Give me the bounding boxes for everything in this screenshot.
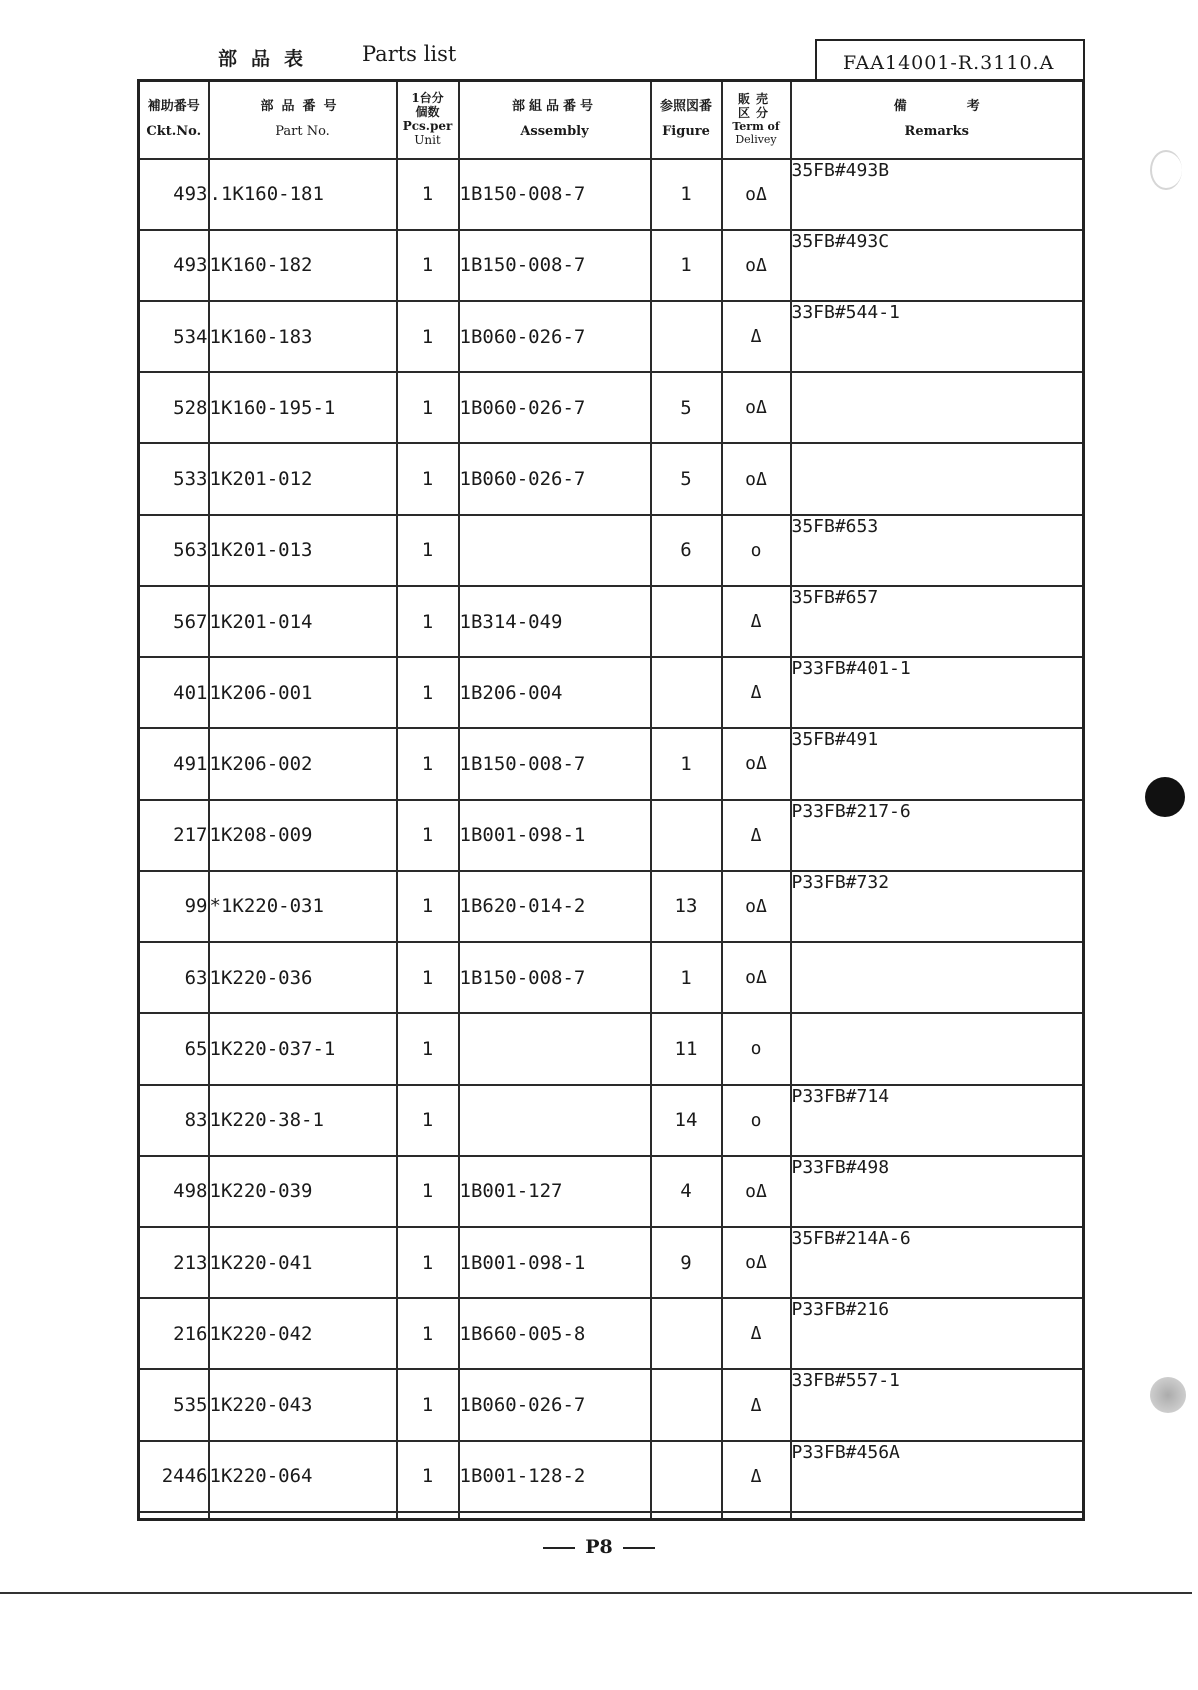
cell-figure: 5: [651, 372, 722, 443]
cell-figure: [651, 1369, 722, 1440]
cell-figure: 1: [651, 230, 722, 301]
cell-assembly: 1B060-026-7: [459, 443, 651, 514]
bottom-rule: [0, 1592, 1192, 1594]
table-row: [139, 301, 1084, 372]
cell-term: oΔ: [722, 372, 791, 443]
cell-remarks: [791, 1512, 1084, 1520]
cell-remarks: 35FB#491: [791, 728, 1084, 799]
cell-term: oΔ: [722, 1156, 791, 1227]
col-ckt-en: Ckt.No.: [146, 123, 202, 139]
col-figure-header: [651, 81, 722, 159]
cell-figure: [651, 301, 722, 372]
cell-qty: 1: [397, 301, 459, 372]
cell-term: oΔ: [722, 159, 791, 230]
cell-figure: [651, 657, 722, 728]
table-row: [139, 871, 1084, 942]
col-figure-en: Figure: [662, 123, 710, 139]
cell-part-no: 1K220-039: [209, 1156, 397, 1227]
cell-term: oΔ: [722, 1227, 791, 1298]
col-remarks-header: [791, 81, 1084, 159]
table-row: [139, 586, 1084, 657]
cell-part-no: 1K201-013: [209, 515, 397, 586]
col-ckt-jp: 補助番号: [147, 98, 200, 114]
cell-part-no: 1K220-064: [209, 1441, 397, 1512]
cell-term: oΔ: [722, 871, 791, 942]
cell-assembly: 1B206-004: [459, 657, 651, 728]
cell-assembly: 1B001-098-1: [459, 1227, 651, 1298]
cell-figure: 5: [651, 443, 722, 514]
cell-assembly: 1B001-128-2: [459, 1441, 651, 1512]
cell-qty: 1: [397, 1441, 459, 1512]
cell-assembly: 1B060-026-7: [459, 301, 651, 372]
cell-ckt: 533: [139, 443, 209, 514]
col-term-en2: Delivey: [735, 132, 777, 146]
cell-term: Δ: [722, 800, 791, 871]
cell-part-no: 1K160-195-1: [209, 372, 397, 443]
cell-figure: 1: [651, 942, 722, 1013]
cell-term: Δ: [722, 1369, 791, 1440]
cell-ckt: 563: [139, 515, 209, 586]
footer-dash-left: [543, 1547, 575, 1549]
cell-part-no: [209, 1512, 397, 1520]
table-row: [139, 230, 1084, 301]
table-row: [139, 728, 1084, 799]
cell-term: Δ: [722, 1441, 791, 1512]
col-qty-jp2: 個数: [415, 104, 440, 119]
col-qty-header: [397, 81, 459, 159]
cell-ckt: 567: [139, 586, 209, 657]
col-term-header: [722, 81, 791, 159]
col-remarks-jp: 備考: [893, 98, 1040, 114]
cell-qty: 1: [397, 942, 459, 1013]
cell-qty: 1: [397, 800, 459, 871]
col-qty-jp1: 1台分: [411, 91, 444, 106]
col-part-header: [209, 81, 397, 159]
cell-ckt: 491: [139, 728, 209, 799]
cell-figure: 6: [651, 515, 722, 586]
cell-term: o: [722, 1013, 791, 1084]
table-row: [139, 1156, 1084, 1227]
cell-ckt: 83: [139, 1085, 209, 1156]
cell-qty: 1: [397, 586, 459, 657]
cell-ckt: 493: [139, 230, 209, 301]
cell-part-no: *1K220-031: [209, 871, 397, 942]
cell-figure: 4: [651, 1156, 722, 1227]
cell-assembly: 1B150-008-7: [459, 159, 651, 230]
cell-ckt: 63: [139, 942, 209, 1013]
table-row: [139, 1512, 1084, 1520]
cell-qty: [397, 1512, 459, 1520]
table-row: [139, 1298, 1084, 1369]
cell-part-no: 1K206-002: [209, 728, 397, 799]
cell-ckt: 216: [139, 1298, 209, 1369]
cell-qty: 1: [397, 1227, 459, 1298]
cell-assembly: 1B314-049: [459, 586, 651, 657]
footer-dash-right: [623, 1547, 655, 1549]
cell-assembly: 1B620-014-2: [459, 871, 651, 942]
cell-term: Δ: [722, 1298, 791, 1369]
cell-part-no: 1K206-001: [209, 657, 397, 728]
cell-remarks: 35FB#214A-6: [791, 1227, 1084, 1298]
cell-figure: 14: [651, 1085, 722, 1156]
cell-figure: 1: [651, 159, 722, 230]
cell-ckt: 65: [139, 1013, 209, 1084]
col-term-jp1: 販売: [737, 92, 774, 107]
cell-term: [722, 1512, 791, 1520]
cell-term: oΔ: [722, 230, 791, 301]
table-row: [139, 1227, 1084, 1298]
col-qty-en1: Pcs.per: [402, 118, 453, 133]
cell-remarks: 35FB#653: [791, 515, 1084, 586]
title-english: Parts list: [362, 42, 457, 66]
cell-remarks: P33FB#401-1: [791, 657, 1084, 728]
cell-ckt: 535: [139, 1369, 209, 1440]
cell-ckt: 213: [139, 1227, 209, 1298]
col-ckt-header: [139, 81, 209, 159]
cell-assembly: 1B150-008-7: [459, 230, 651, 301]
cell-figure: [651, 1512, 722, 1520]
col-part-jp: 部品番号: [260, 98, 345, 114]
cell-remarks: P33FB#217-6: [791, 800, 1084, 871]
table-row: [139, 1013, 1084, 1084]
cell-term: oΔ: [722, 443, 791, 514]
cell-figure: [651, 586, 722, 657]
punch-hole-edge: [1150, 150, 1182, 190]
cell-assembly: 1B001-098-1: [459, 800, 651, 871]
col-term-en1: Term of: [732, 119, 780, 133]
cell-assembly: 1B060-026-7: [459, 372, 651, 443]
cell-remarks: P33FB#498: [791, 1156, 1084, 1227]
cell-remarks: P33FB#714: [791, 1085, 1084, 1156]
cell-assembly: 1B150-008-7: [459, 942, 651, 1013]
cell-qty: 1: [397, 230, 459, 301]
cell-figure: 11: [651, 1013, 722, 1084]
cell-remarks: [791, 1013, 1084, 1084]
table-row: [139, 159, 1084, 230]
cell-ckt: 493: [139, 159, 209, 230]
table-row: [139, 657, 1084, 728]
cell-remarks: 35FB#493C: [791, 230, 1084, 301]
parts-table-body: [139, 159, 1084, 1520]
table-row: [139, 372, 1084, 443]
page-footer: [0, 1536, 1198, 1558]
cell-qty: 1: [397, 871, 459, 942]
cell-term: o: [722, 515, 791, 586]
cell-figure: 1: [651, 728, 722, 799]
cell-term: Δ: [722, 586, 791, 657]
cell-qty: 1: [397, 1369, 459, 1440]
cell-ckt: 217: [139, 800, 209, 871]
cell-qty: 1: [397, 1298, 459, 1369]
cell-part-no: 1K201-014: [209, 586, 397, 657]
cell-ckt: 99: [139, 871, 209, 942]
cell-ckt: 498: [139, 1156, 209, 1227]
cell-part-no: 1K220-38-1: [209, 1085, 397, 1156]
cell-part-no: 1K208-009: [209, 800, 397, 871]
cell-qty: 1: [397, 1085, 459, 1156]
cell-qty: 1: [397, 657, 459, 728]
cell-assembly: [459, 1085, 651, 1156]
cell-part-no: 1K160-182: [209, 230, 397, 301]
table-header-row: [139, 81, 1084, 159]
punch-hole-mark: [1145, 777, 1185, 817]
cell-part-no: .1K160-181: [209, 159, 397, 230]
cell-qty: 1: [397, 443, 459, 514]
title-japanese: 部品表: [218, 48, 318, 70]
cell-figure: [651, 800, 722, 871]
cell-remarks: 35FB#493B: [791, 159, 1084, 230]
cell-part-no: 1K220-036: [209, 942, 397, 1013]
cell-part-no: 1K220-043: [209, 1369, 397, 1440]
table-row: [139, 800, 1084, 871]
table-row: [139, 443, 1084, 514]
cell-remarks: 33FB#544-1: [791, 301, 1084, 372]
cell-qty: 1: [397, 1156, 459, 1227]
cell-term: o: [722, 1085, 791, 1156]
col-part-en: Part No.: [275, 123, 330, 139]
cell-remarks: [791, 372, 1084, 443]
cell-remarks: P33FB#732: [791, 871, 1084, 942]
cell-qty: 1: [397, 515, 459, 586]
cell-term: Δ: [722, 657, 791, 728]
cell-figure: [651, 1441, 722, 1512]
cell-ckt: 534: [139, 301, 209, 372]
cell-part-no: 1K220-041: [209, 1227, 397, 1298]
col-remarks-en: Remarks: [904, 123, 969, 139]
cell-qty: 1: [397, 1013, 459, 1084]
cell-term: oΔ: [722, 728, 791, 799]
col-assembly-en: Assembly: [520, 123, 589, 139]
cell-qty: 1: [397, 728, 459, 799]
parts-table: [137, 79, 1085, 1521]
cell-assembly: 1B060-026-7: [459, 1369, 651, 1440]
table-row: [139, 1369, 1084, 1440]
cell-remarks: [791, 443, 1084, 514]
cell-ckt: 401: [139, 657, 209, 728]
table-row: [139, 1441, 1084, 1512]
cell-qty: 1: [397, 372, 459, 443]
cell-assembly: 1B660-005-8: [459, 1298, 651, 1369]
document-number: FAA14001-R.3110.A: [843, 52, 1055, 74]
cell-assembly: 1B150-008-7: [459, 728, 651, 799]
cell-remarks: [791, 942, 1084, 1013]
cell-remarks: P33FB#456A: [791, 1441, 1084, 1512]
cell-remarks: 33FB#557-1: [791, 1369, 1084, 1440]
cell-term: oΔ: [722, 942, 791, 1013]
col-term-jp2: 区分: [737, 106, 774, 121]
col-assembly-header: [459, 81, 651, 159]
cell-ckt: [139, 1512, 209, 1520]
table-row: [139, 942, 1084, 1013]
cell-assembly: [459, 515, 651, 586]
cell-term: Δ: [722, 301, 791, 372]
cell-ckt: 2446: [139, 1441, 209, 1512]
cell-figure: [651, 1298, 722, 1369]
cell-remarks: P33FB#216: [791, 1298, 1084, 1369]
col-assembly-jp: 部組品番号: [511, 98, 597, 114]
page-number: P8: [585, 1536, 613, 1558]
cell-remarks: 35FB#657: [791, 586, 1084, 657]
cell-part-no: 1K220-042: [209, 1298, 397, 1369]
cell-figure: 9: [651, 1227, 722, 1298]
cell-assembly: 1B001-127: [459, 1156, 651, 1227]
cell-qty: 1: [397, 159, 459, 230]
col-figure-jp: 参照図番: [659, 98, 712, 114]
cell-part-no: 1K201-012: [209, 443, 397, 514]
col-qty-en2: Unit: [414, 132, 441, 147]
table-row: [139, 515, 1084, 586]
cell-assembly: [459, 1013, 651, 1084]
punch-hole-mark-faint: [1150, 1377, 1186, 1413]
cell-part-no: 1K160-183: [209, 301, 397, 372]
cell-part-no: 1K220-037-1: [209, 1013, 397, 1084]
table-row: [139, 1085, 1084, 1156]
cell-assembly: [459, 1512, 651, 1520]
cell-figure: 13: [651, 871, 722, 942]
cell-ckt: 528: [139, 372, 209, 443]
